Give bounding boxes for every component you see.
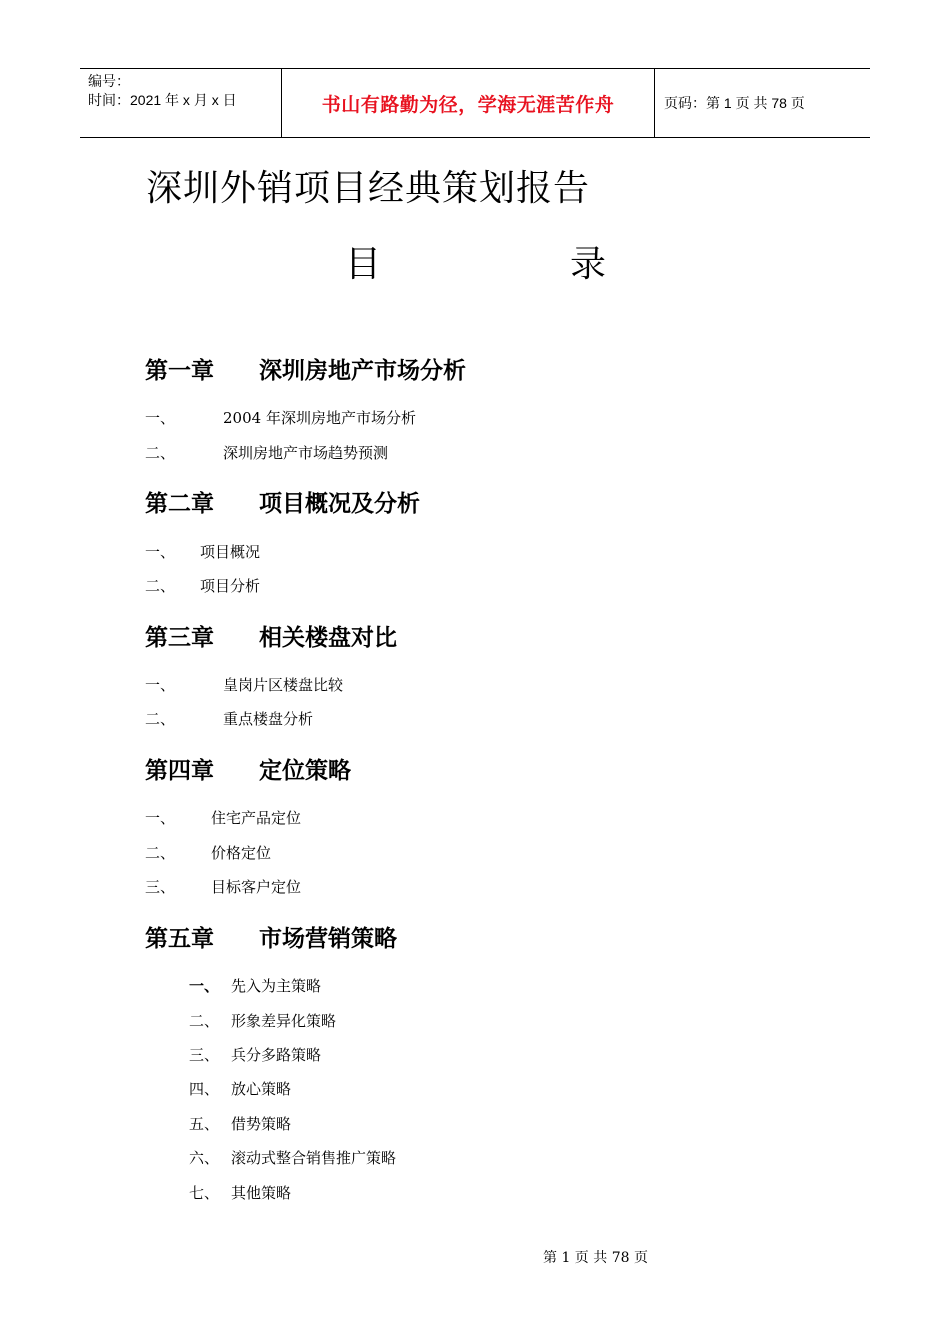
toc-item-number: 二、: [145, 577, 176, 595]
toc-item-number: 六、: [189, 1149, 220, 1167]
toc-heading-char-1: 目: [345, 244, 382, 285]
toc-item-number: 一、: [145, 543, 176, 561]
chapter-title: 深圳房地产市场分析: [259, 358, 466, 384]
header-page-info: 页码：第 1 页 共 78 页: [664, 95, 805, 111]
footer-page-number: 第 1 页 共 78 页: [543, 1250, 648, 1266]
chapter-label: 第三章: [145, 625, 214, 651]
chapter-title: 定位策略: [259, 758, 351, 784]
toc-item-number: 二、: [189, 1012, 220, 1030]
toc-item-number: 一、: [145, 409, 176, 427]
toc-item-number: 四、: [189, 1080, 220, 1098]
chapter-title: 相关楼盘对比: [259, 625, 397, 651]
toc-item-number: 三、: [189, 1046, 220, 1064]
toc-item-number: 三、: [145, 878, 176, 896]
toc-item-text: 价格定位: [211, 844, 272, 862]
chapter-title: 市场营销策略: [259, 926, 397, 952]
header-divider: [654, 69, 655, 137]
toc-item-text: 其他策略: [231, 1184, 292, 1202]
page-header: [80, 68, 870, 138]
toc-item-text: 项目分析: [200, 577, 261, 595]
toc-heading-char-2: 录: [570, 244, 607, 285]
header-motto: 书山有路勤为径，学海无涯苦作舟: [321, 93, 615, 116]
page-footer: [0, 1247, 950, 1267]
toc-item-text: 皇岗片区楼盘比较: [223, 676, 344, 694]
document-title: 深圳外销项目经典策划报告: [146, 168, 591, 209]
chapter-label: 第一章: [145, 358, 214, 384]
chapter-heading: [145, 920, 397, 953]
chapter-label: 第四章: [145, 758, 214, 784]
toc-item-number: 二、: [145, 444, 176, 462]
toc-item-text: 形象差异化策略: [231, 1012, 337, 1030]
header-meta: [88, 72, 237, 110]
toc-item-text: 目标客户定位: [211, 878, 302, 896]
toc-item-text: 深圳房地产市场趋势预测: [223, 444, 389, 462]
toc-item-number: 一、: [189, 977, 220, 995]
toc-item-text: 放心策略: [231, 1080, 292, 1098]
time-label: 时间：2021 年 x 月 x 日: [88, 92, 237, 108]
toc-item-number: 二、: [145, 844, 176, 862]
chapter-heading: [145, 485, 420, 518]
toc-item-text: 项目概况: [200, 543, 261, 561]
toc-item-text: 兵分多路策略: [231, 1046, 322, 1064]
toc-item-number: 二、: [145, 710, 176, 728]
chapter-heading: [145, 752, 351, 785]
toc-item-text: 借势策略: [231, 1115, 292, 1133]
toc-item-text: 重点楼盘分析: [223, 710, 314, 728]
toc-item-number: 一、: [145, 809, 176, 827]
chapter-heading: [145, 352, 466, 385]
toc-item-text: 住宅产品定位: [211, 809, 302, 827]
chapter-label: 第五章: [145, 926, 214, 952]
toc-item-number: 一、: [145, 676, 176, 694]
chapter-heading: [145, 619, 397, 652]
toc-item-text: 2004 年深圳房地产市场分析: [223, 409, 416, 427]
toc-item-text: 滚动式整合销售推广策略: [231, 1149, 397, 1167]
chapter-label: 第二章: [145, 491, 214, 517]
toc-item-number: 七、: [189, 1184, 220, 1202]
chapter-title: 项目概况及分析: [259, 491, 420, 517]
toc-item-number: 五、: [189, 1115, 220, 1133]
toc-item-text: 先入为主策略: [231, 977, 322, 995]
code-label: 编号：: [88, 73, 130, 89]
